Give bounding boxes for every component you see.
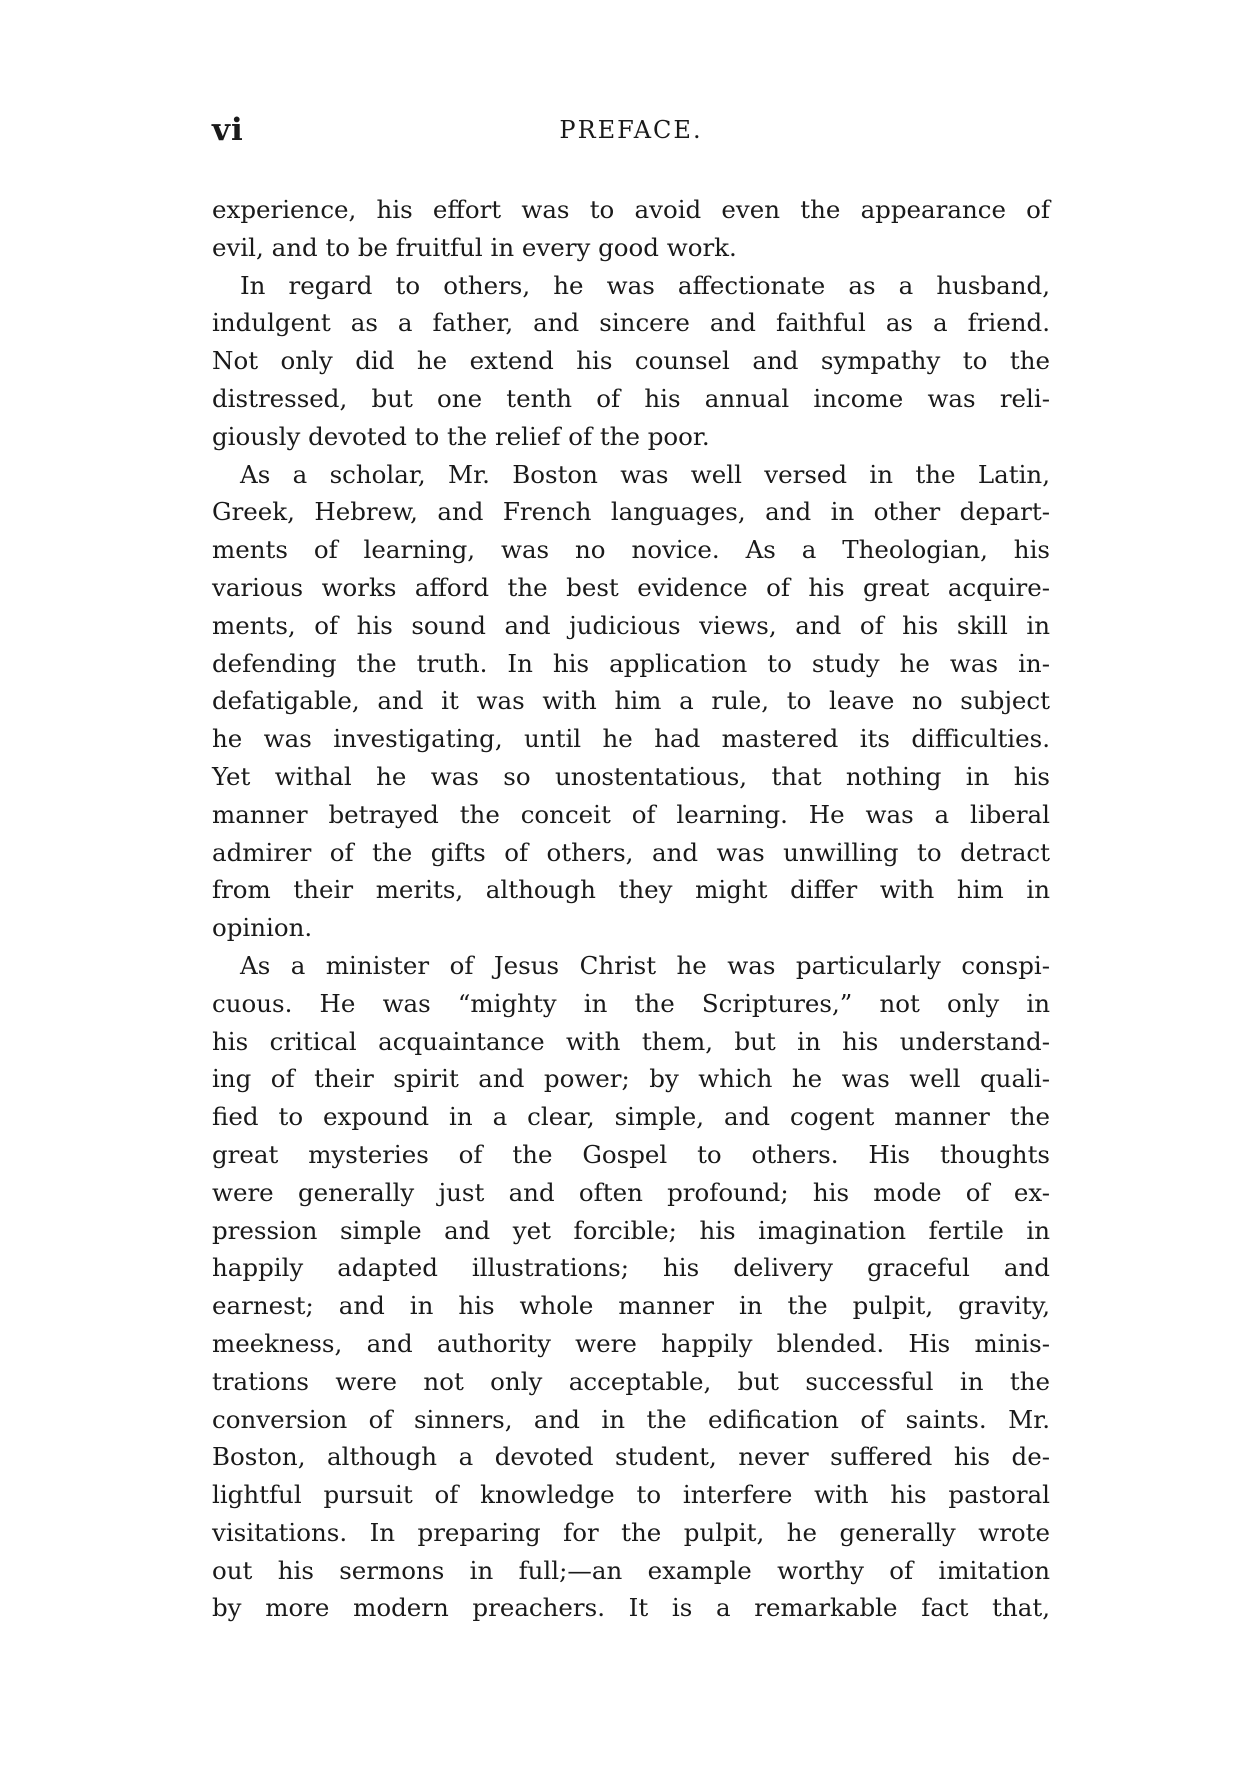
running-title: PREFACE. (559, 116, 703, 144)
paragraph (212, 267, 1050, 456)
text-line: admirer of the gifts of others, and was unwilling to detract (212, 837, 1050, 867)
text-line: opinion. (212, 913, 313, 943)
paragraph (212, 456, 1050, 947)
text-line: Not only did he extend his counsel and sympathy to the (212, 346, 1050, 376)
text-line: indulgent as a father, and sincere and faithful as a friend. (212, 308, 1050, 338)
text-line: ments, of his sound and judicious views, and of his skill in (212, 610, 1050, 640)
text-line: visitations. In preparing for the pulpit, he generally wrote (212, 1517, 1050, 1547)
text-line: distressed, but one tenth of his annual income was reli- (212, 383, 1050, 413)
page-number: vi (212, 112, 244, 148)
text-line: giously devoted to the relief of the poor. (212, 421, 710, 451)
text-line: pression simple and yet forcible; his imagination fertile in (212, 1215, 1050, 1245)
text-line: earnest; and in his whole manner in the pulpit, gravity, (212, 1291, 1050, 1321)
text-line: ing of their spirit and power; by which he was well quali- (212, 1064, 1050, 1094)
text-line: happily adapted illustrations; his delivery graceful and (212, 1253, 1050, 1283)
text-line: Greek, Hebrew, and French languages, and in other depart- (212, 497, 1050, 527)
text-line: As a scholar, Mr. Boston was well versed in the Latin, (240, 459, 1050, 489)
text-line: by more modern preachers. It is a remarkable fact that, (212, 1593, 1050, 1623)
text-line: Yet withal he was so unostentatious, that nothing in his (212, 761, 1050, 791)
text-line: manner betrayed the conceit of learning. He was a liberal (212, 799, 1050, 829)
text-line: As a minister of Jesus Christ he was particularly conspi- (240, 950, 1050, 980)
paragraph (212, 191, 1050, 267)
text-line: he was investigating, until he had mastered its difficulties. (212, 724, 1050, 754)
text-line: cuous. He was “mighty in the Scriptures,” not only in (212, 988, 1050, 1018)
text-line: fied to expound in a clear, simple, and cogent manner the (212, 1102, 1050, 1132)
text-line: from their merits, although they might differ with him in (212, 875, 1050, 905)
running-head (212, 112, 1050, 152)
text-line: great mysteries of the Gospel to others. His thoughts (212, 1139, 1050, 1169)
text-line: experience, his effort was to avoid even the appearance of (212, 195, 1050, 224)
text-line: evil, and to be fruitful in every good work. (212, 232, 737, 262)
text-line: meekness, and authority were happily blended. His minis- (212, 1328, 1050, 1358)
text-line: were generally just and often profound; his mode of ex- (212, 1177, 1050, 1207)
text-line: Boston, although a devoted student, never suffered his de- (212, 1442, 1050, 1472)
text-line: defending the truth. In his application to study he was in- (212, 648, 1050, 678)
paragraph (212, 947, 1050, 1627)
text-line: various works afford the best evidence of his great acquire- (212, 572, 1050, 602)
text-line: lightful pursuit of knowledge to interfere with his pastoral (212, 1480, 1050, 1510)
body-text (212, 191, 1050, 1627)
text-line: defatigable, and it was with him a rule, to leave no subject (212, 686, 1050, 716)
text-line: trations were not only acceptable, but successful in the (212, 1366, 1050, 1396)
text-line: In regard to others, he was affectionate as a husband, (240, 270, 1050, 300)
text-line: his critical acquaintance with them, but in his understand- (212, 1026, 1050, 1056)
text-line: ments of learning, was no novice. As a Theologian, his (212, 535, 1050, 565)
text-line: conversion of sinners, and in the edification of saints. Mr. (212, 1404, 1050, 1434)
text-line: out his sermons in full;—an example worthy of imitation (212, 1555, 1050, 1585)
